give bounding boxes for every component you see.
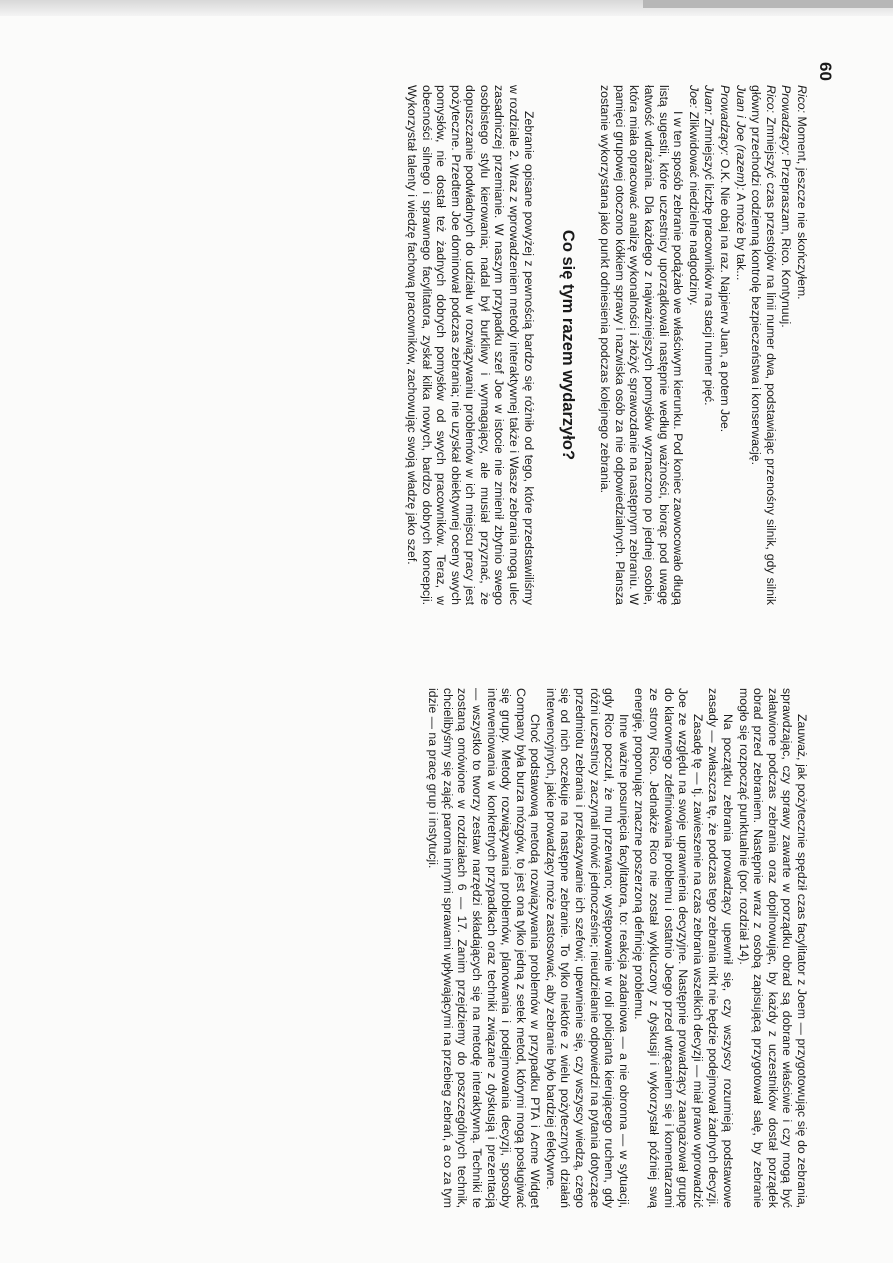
dialogue-line: [702, 85, 717, 605]
speaker-name: Juan:: [702, 85, 717, 116]
body-paragraph: Inne ważne posunięcia facylitatora, to: reakcja zadaniowa — a nie obronna — w sytuacji, gdy Rico poczuł, że mu przerwano; występowanie w roli policjanta kierującego ruchem, gdy różni uczestnicy zaczynali mówić jednocześnie; nieudzielanie odpowiedzi na pytania dotyczące przedmiotu zebrania i przekazywanie ich szefowi; upewnienie się, czy wszyscy wiedzą, czego się od nich oczekuje na następne zebranie. To tylko niektóre z wielu pożytecznych działań interwencyjnych, jakie prowadzący może zastosować, aby zebranie było bardziej efektywne.: [543, 688, 631, 1208]
body-paragraph: Zebranie opisane powyżej z pewnością bardzo się różniło od tego, które przedstawiliśmy w rozdziale 2. Wraz z wprowadzeniem metody interaktywnej także i Wasze zebrania mogą ulec zasadniczej przemianie. W naszym przypadku szef Joe w istocie nie zmienił zbytnio swego osobistego stylu kierowania; nadal był burkliwy i wymagający, ale musiał przyznać, że dopuszczanie podwładnych do udziału w rozwiązywaniu problemów w ich miejscu pracy jest pożyteczne. Przedtem Joe dominował podczas zebrania; nie uzyskał obiektywnej oceny swych pomysłów, nie dostał też żadnych dobrych pomysłów od swych pracowników. Teraz, w obecności silnego i sprawnego facylitatora, zyskał kilka nowych, bardzo dobrych koncepcji. Wykorzystał talenty i wiedzę fachową pracowników, zachowując swoją władzę jako szef.: [404, 85, 536, 605]
speaker-name: Joe:: [686, 85, 701, 109]
dialogue-line: [749, 85, 778, 605]
body-paragraph: Zauważ, jak pożytecznie spędził czas facylitator z Joem — przygotowując się do zebrania, sprawdzając, czy sprawy zawarte w porządku obrad są dobrane właściwie i czy mogą być załatwione podczas zebrania oraz dopilnowując, by każdy z uczestników dostał porządek obrad przed zebraniem. Następnie wraz z osobą zapisującą przygotował salę, by zebranie mogło się rozpocząć punktualnie (por. rozdział 14).: [736, 688, 809, 1208]
section-heading: Co się tym razem wydarzyło?: [558, 229, 577, 461]
dialogue-line: [779, 85, 794, 605]
dialogue-text: Zlikwidować niedzielne nadgodziny.: [686, 108, 701, 306]
dialogue-line: [686, 85, 701, 605]
dialogue-text: Zmniejszyć liczbę pracowników na stacji numer pięć.: [702, 115, 717, 406]
body-paragraph: Choć podstawową metodą rozwiązywania problemów w przypadku PTA i Acme Widget Company była burza mózgów, to jest ona tylko jedną z setek metod, którymi mogą posługiwać się grupy. Metody rozwiązywania problemów, planowania i podejmowania decyzji, sposoby interweniowania w konkretnych przypadkach oraz techniki związane z dyskusją i prezentacją — wszystko to tworzy zestaw narzędzi składających się na metodę interaktywną. Techniki te zostaną omówione w rozdziałach 6 — 17. Zanim przejdziemy do poszczególnych technik, chcielibyśmy się zająć paroma innymi sprawami wpływającymi na przebieg zebrań, a co za tym idzie — na pracę grup i instytucji.: [426, 688, 543, 1208]
dialogue-text: Moment, jeszcze nie skończyłem.: [795, 113, 809, 300]
speaker-name: Prowadzący:: [718, 85, 733, 156]
dialogue-line: [717, 85, 732, 605]
dialogue-text: A może by tak...: [733, 190, 748, 281]
speaker-name: Juan i Joe (razem):: [733, 85, 748, 191]
dialogue-text: O.K. Nie obaj na raz. Najpierw Juan, a potem Joe.: [718, 155, 733, 433]
speaker-name: Rico:: [763, 85, 778, 114]
speaker-name: Prowadzący:: [779, 85, 794, 156]
body-paragraph: Na początku zebrania prowadzący upewnił się, czy wszyscy rozumieją podstawowe zasady — zwłaszcza tę, że podczas tego zebrania nikt nie będzie podejmował żadnych decyzji.: [706, 688, 736, 1208]
page-number: 60: [816, 62, 835, 81]
body-paragraph: I w ten sposób zebranie podążało we właściwym kierunku. Pod koniec zaowocowało długą listą sugestii, które uczestnicy uporządkowali następnie według ważności, biorąc pod uwagę łatwość wdrażania. Dla każdego z najważniejszych pomysłów wyznaczono po jednej osobie, która miała opracować analizę wykonalności i złożyć sprawozdanie na następnym zebraniu. W pamięci grupowej otoczono kółkiem sprawy i nazwiska osób za nie odpowiedzialnych. Plansza zostanie wykorzystana jako punkt odniesienia podczas kolejnego zebrania.: [598, 85, 686, 605]
speaker-name: Rico:: [795, 85, 809, 114]
dialogue-text: Zmniejszyć czas przestojów na linii numer dwa, podstawiając przenośny silnik, gdy silnik główny przechodzi codzienną kontrolę bezpieczeństwa i konserwację.: [749, 85, 778, 605]
left-column: [403, 85, 809, 605]
right-column: [425, 688, 809, 1208]
body-paragraph: Zasadę tę — tj. zawieszenie na czas zebrania wszelkich decyzji — miał prawo wprowadzić Joe ze względu na swoje uprawnienia decyzyjne. Następnie prowadzący zaangażował grupę do klarownego zdefiniowania problemu i ostatnio Joego przed wtrącaniem się i komentarzami ze strony Rico. Jednakże Rico nie został wykluczony z dyskusji i wykorzystał później swą energię, proponując znaczne poszerzoną definicję problemu.: [632, 688, 705, 1208]
dialogue-text: Przepraszam, Rico. Kontynuuj.: [779, 155, 794, 328]
dialogue-line: [794, 85, 809, 605]
dialogue-line: [733, 85, 748, 605]
